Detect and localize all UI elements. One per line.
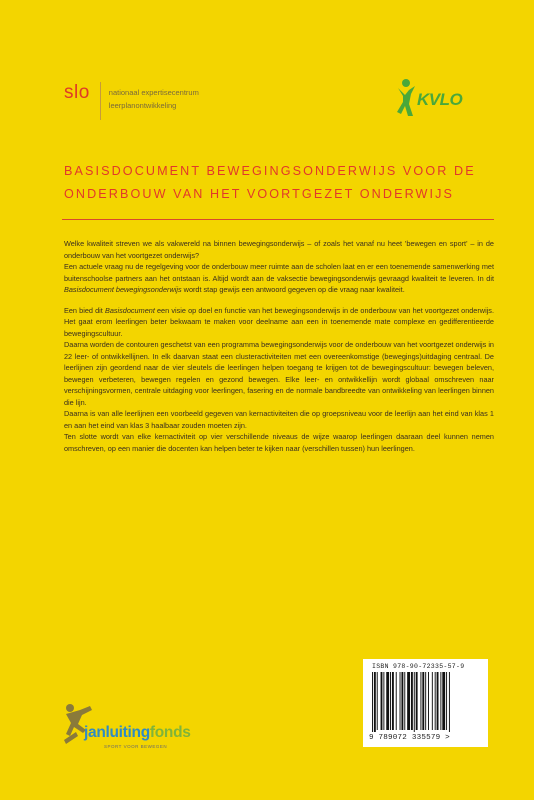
barcode-bar xyxy=(374,672,376,732)
paragraph-2: Een actuele vraag nu de regelgeving voor de onderbouw meer ruimte aan de scholen laat en er een toenemende samenwerking met buitenschoolse partners aan het ontstaan is. Altijd wordt aan de vaksectie bewegingsonderwijs gevraagd kwaliteit te leveren. In dit Basisdocument bewegingsonderwijs wordt stap gewijs een antwoord gegeven op die vraag naar kwaliteit. xyxy=(64,262,494,294)
barcode-bar xyxy=(377,672,378,730)
barcode-bar xyxy=(435,672,436,730)
janluitingfonds-logo xyxy=(62,702,242,750)
slo-desc-line-2: leerplanontwikkeling xyxy=(108,101,177,110)
barcode-bar xyxy=(381,672,383,730)
isbn-barcode xyxy=(363,659,488,747)
barcode-bar xyxy=(401,672,403,730)
barcode-bar xyxy=(390,672,391,730)
barcode-bar xyxy=(396,672,397,730)
slo-desc-line-1: nationaal expertisecentrum xyxy=(108,88,199,97)
barcode-bars xyxy=(372,672,480,732)
barcode-bar xyxy=(383,672,384,730)
barcode-bar xyxy=(428,672,429,730)
barcode-bar xyxy=(420,672,421,730)
title-line-2: ONDERBOUW VAN HET VOORTGEZET ONDERWIJS xyxy=(64,187,455,201)
barcode-bar xyxy=(437,672,439,730)
slo-logo xyxy=(64,82,199,120)
barcode-bar xyxy=(416,672,418,730)
kvlo-wordmark: KVLO xyxy=(417,90,463,109)
barcode-bar xyxy=(386,672,389,730)
barcode-bar xyxy=(442,672,445,730)
barcode-bar xyxy=(440,672,441,730)
paragraph-5: Daarna is van alle leerlijnen een voorbeeld gegeven van kernactiviteiten die op groepsniveau voor de leerlijn aan het eind van klas 1 en aan het eind van klas 3 haalbaar zouden moeten zijn. xyxy=(64,409,494,430)
paragraph-3: Een bied dit Basisdocument een visie op doel en functie van het bewegingsonderwijs in de onderbouw van het voortgezet onderwijs. Het gaat erom leerlingen beter bekwaam te maken voor deelname aan een in toenemende mate complexe en gedifferentieerde bewegingscultuur. xyxy=(64,305,494,338)
blurb-text xyxy=(64,238,494,454)
slo-description xyxy=(109,82,199,112)
kvlo-logo xyxy=(395,78,475,120)
barcode-bar xyxy=(372,672,373,732)
isbn-label: ISBN 978-90-72335-57-9 xyxy=(372,663,465,670)
barcode-bar xyxy=(446,672,447,730)
barcode-bar xyxy=(407,672,410,730)
barcode-bar xyxy=(422,672,424,730)
barcode-bar xyxy=(425,672,426,730)
paragraph-1: Welke kwaliteit streven we als vakwereld na binnen bewegingsonderwijs – of zoals het vanaf nu heet 'bewegen en sport' – in de onderbouw van het voortgezet onderwijs? xyxy=(64,239,494,260)
slo-wordmark: slo xyxy=(64,82,90,103)
barcode-bar xyxy=(414,672,415,732)
document-title xyxy=(64,160,494,206)
paragraph-4: Daarna worden de contouren geschetst van een programma bewegingsonderwijs voor de onderbouw van het voortgezet onderwijs in 22 leer- of ontwikkellijnen. In elk daarvan staat een clusteractiviteiten met een overeenkomstige (bewegings)uitdaging centraal. De leerlijnen zijn geordend naar de vier sleutels die leerlingen helpen toegang te krijgen tot de bewegingscultuur: bewegen beleven, bewegen verbeteren, bewegen regelen en gezond bewegen. Elke leer- en ontwikkellijn wordt globaal omschreven naar verschijningsvormen, centrale uitdaging voor leerlingen, fasering en de normale bandbreedte van ontwikkeling van leerlingen binnen die lijn. xyxy=(64,340,494,407)
title-line-1: BASISDOCUMENT BEWEGINGSONDERWIJS VOOR DE xyxy=(64,164,476,178)
paragraph-6: Ten slotte wordt van elke kernactiviteit op vier verschillende niveaus de wijze waarop leerlingen daaraan deel kunnen nemen omschreven, op een manier die docenten kan helpen beter te kijken naar (verschillen tussen) hun leerlingen. xyxy=(64,432,494,453)
barcode-bar xyxy=(404,672,405,730)
barcode-bar xyxy=(400,672,401,730)
slo-divider xyxy=(100,82,101,120)
barcode-bar xyxy=(449,672,450,732)
barcode-digits: 9 789072 335579 > xyxy=(369,734,450,742)
barcode-bar xyxy=(411,672,413,730)
title-divider xyxy=(62,219,494,220)
barcode-bar xyxy=(392,672,394,730)
barcode-bar xyxy=(432,672,433,730)
jlf-wordmark: janluitingfonds xyxy=(84,724,191,741)
jlf-tagline: SPORT VOOR BEWEGEN xyxy=(104,744,168,749)
